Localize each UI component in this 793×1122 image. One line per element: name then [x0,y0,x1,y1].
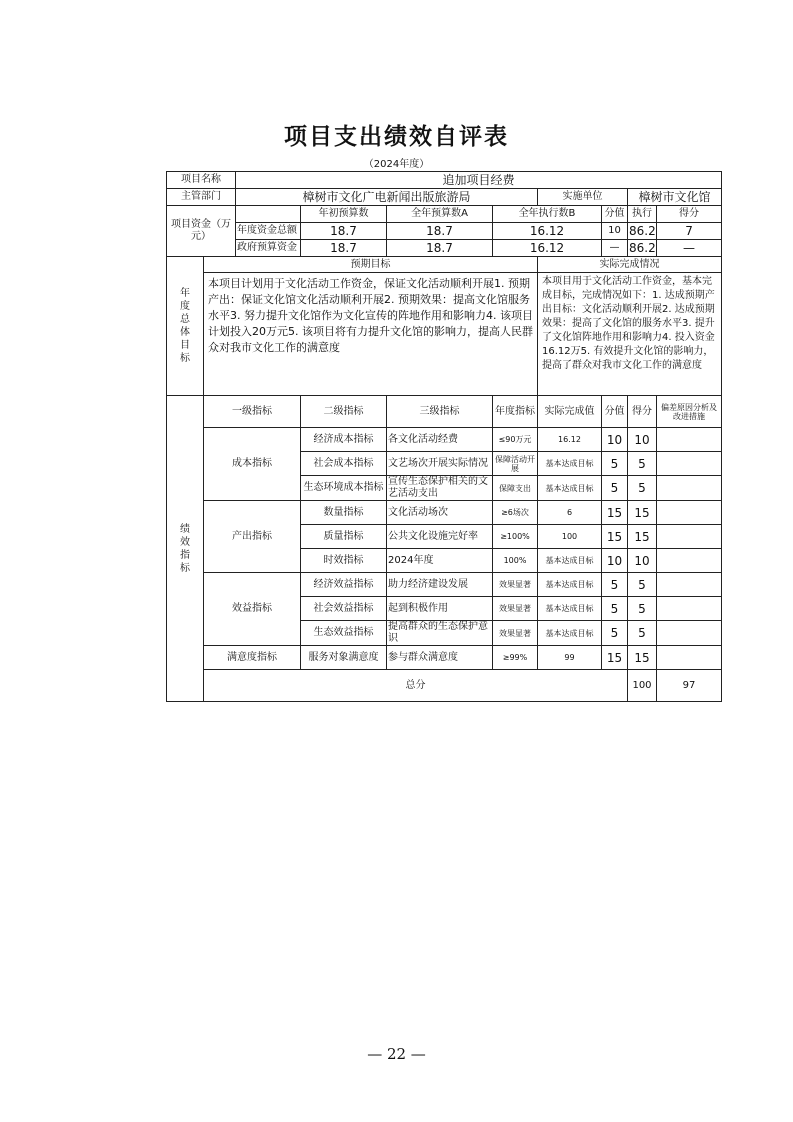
score: 10 [628,428,657,452]
level2: 经济效益指标 [301,573,387,597]
target: 100% [493,549,538,573]
level1-output: 产出指标 [204,501,301,573]
level3: 文化活动场次 [387,501,493,525]
score: 5 [628,452,657,476]
level1-satisfaction: 满意度指标 [204,646,301,670]
total-score: 97 [657,670,722,702]
deviation [657,597,722,621]
target: 保障支出 [493,476,538,501]
indicator-row [167,646,722,670]
header-target: 年度指标 [493,396,538,428]
fiscal-year: （2024年度） [363,159,430,170]
actual: 基本达成目标 [538,597,602,621]
level3: 2024年度 [387,549,493,573]
funds-rate: 86.2 [629,224,656,238]
funds-row-label: 年度资金总额 [236,223,301,240]
target: 效果显著 [493,621,538,646]
project-name-row [167,172,722,189]
level2: 社会效益指标 [301,597,387,621]
actual: 16.12 [538,428,602,452]
actual-result-text: 本项目用于文化活动工作资金，基本完成目标，完成情况如下：1. 达成预期产出目标：文化活动顺利开展2. 达成预期效果：提高了文化馆的服务水平3. 提升了文化馆阵地作用和影响力4. 投入资金16.12万5. 有效提升文化馆的影响力，提高了群众对我市文化工作的满意度 [538,273,722,396]
funds-executed: 16.12 [493,223,602,240]
funds-header-row [167,206,722,223]
funds-header-initial: 年初预算数 [301,206,387,223]
level2: 时效指标 [301,549,387,573]
actual: 基本达成目标 [538,573,602,597]
funds-row-label: 政府预算资金 [236,240,301,257]
expected-goal-header: 预期目标 [204,257,538,273]
score: 5 [628,476,657,501]
header-level1: 一级指标 [204,396,301,428]
actual: 基本达成目标 [538,621,602,646]
funds-header-score: 得分 [657,206,722,223]
funds-executed: 16.12 [493,240,602,257]
funds-score: 7 [657,223,722,240]
header-score: 得分 [628,396,657,428]
target: ≤90万元 [493,428,538,452]
value: 15 [602,501,628,525]
funds-rate: 86.2 [629,241,656,255]
deviation [657,646,722,670]
value: 15 [602,525,628,549]
level3: 提高群众的生态保护意识 [387,621,493,646]
actual: 基本达成目标 [538,549,602,573]
score: 5 [628,597,657,621]
indicator-row [167,573,722,597]
score: 15 [628,501,657,525]
level3: 宣传生态保护相关的文艺活动支出 [387,476,493,501]
level3: 公共文化设施完好率 [387,525,493,549]
deviation [657,501,722,525]
actual: 基本达成目标 [538,452,602,476]
funds-initial: 18.7 [301,240,387,257]
value: 15 [602,646,628,670]
value: 5 [602,621,628,646]
total-value: 100 [628,670,657,702]
funds-header-executed: 全年执行数B [493,206,602,223]
goals-content-row [167,273,722,396]
value: 5 [602,476,628,501]
header-level3: 三级指标 [387,396,493,428]
total-row [167,670,722,702]
header-level2: 二级指标 [301,396,387,428]
actual: 6 [538,501,602,525]
funds-header-rate: 执行 [628,206,657,223]
funds-initial: 18.7 [301,223,387,240]
value: 10 [602,549,628,573]
level3: 起到积极作用 [387,597,493,621]
level2: 社会成本指标 [301,452,387,476]
target: ≥99% [493,646,538,670]
target: ≥100% [493,525,538,549]
header-deviation: 偏差原因分析及改进措施 [657,396,722,428]
deviation [657,525,722,549]
level2: 生态环境成本指标 [301,476,387,501]
deviation [657,476,722,501]
header-value: 分值 [602,396,628,428]
target: 效果显著 [493,573,538,597]
deviation [657,573,722,597]
score: 15 [628,646,657,670]
deviation [657,452,722,476]
funds-annual: 18.7 [387,240,493,257]
funds-score: — [657,240,722,257]
funds-score-value: — [602,240,628,257]
page-number: — 22 — [367,1045,426,1063]
deviation [657,621,722,646]
actual-result-header: 实际完成情况 [538,257,722,273]
goals-label: 年度总体目标 [167,257,204,396]
evaluation-table [166,171,722,702]
actual: 100 [538,525,602,549]
score: 15 [628,525,657,549]
score: 5 [628,573,657,597]
level2: 经济成本指标 [301,428,387,452]
goals-header-row [167,257,722,273]
funds-header-score-value: 分值 [602,206,628,223]
level2: 生态效益指标 [301,621,387,646]
page-title: 项目支出绩效自评表 [284,123,509,150]
expected-goal-text: 本项目计划用于文化活动工作资金，保证文化活动顺利开展1. 预期产出：保证文化馆文化活动顺利开展2. 预期效果：提高文化馆服务水平3. 努力提升文化馆作为文化宣传的阵地作用和影响力4. 该项目计划投入20万元5. 该项目将有力提升文化馆的影响力，提高人民群众对我市文化工作的满意度 [204,273,538,396]
indicators-header-row [167,396,722,428]
unit-label: 实施单位 [538,189,628,206]
funds-header-blank [236,206,301,223]
level1-benefit: 效益指标 [204,573,301,646]
actual: 99 [538,646,602,670]
project-name-label: 项目名称 [167,172,236,189]
level1-cost: 成本指标 [204,428,301,501]
project-name-value: 追加项目经费 [236,172,722,189]
level2: 数量指标 [301,501,387,525]
funds-total-row [167,223,722,240]
level2: 质量指标 [301,525,387,549]
target: 效果显著 [493,597,538,621]
funds-annual: 18.7 [387,223,493,240]
unit-value: 樟树市文化馆 [628,189,722,206]
value: 5 [602,573,628,597]
header-actual: 实际完成值 [538,396,602,428]
department-value: 樟树市文化广电新闻出版旅游局 [236,189,538,206]
score: 10 [628,549,657,573]
target: 保障活动开展 [493,452,538,476]
department-label: 主管部门 [167,189,236,206]
target: ≥6场次 [493,501,538,525]
deviation [657,428,722,452]
value: 10 [602,428,628,452]
total-label: 总分 [204,670,628,702]
indicator-row [167,501,722,525]
level2: 服务对象满意度 [301,646,387,670]
indicator-row [167,428,722,452]
deviation [657,549,722,573]
value: 5 [602,452,628,476]
funds-gov-row [167,240,722,257]
level3: 文艺场次开展实际情况 [387,452,493,476]
level3: 助力经济建设发展 [387,573,493,597]
indicators-label: 绩效指标 [167,396,204,702]
actual: 基本达成目标 [538,476,602,501]
score: 5 [628,621,657,646]
level3: 各文化活动经费 [387,428,493,452]
funds-score-value: 10 [602,223,628,240]
funds-header-annual: 全年预算数A [387,206,493,223]
value: 5 [602,597,628,621]
level3: 参与群众满意度 [387,646,493,670]
department-row [167,189,722,206]
funds-label: 项目资金（万元） [167,206,236,257]
